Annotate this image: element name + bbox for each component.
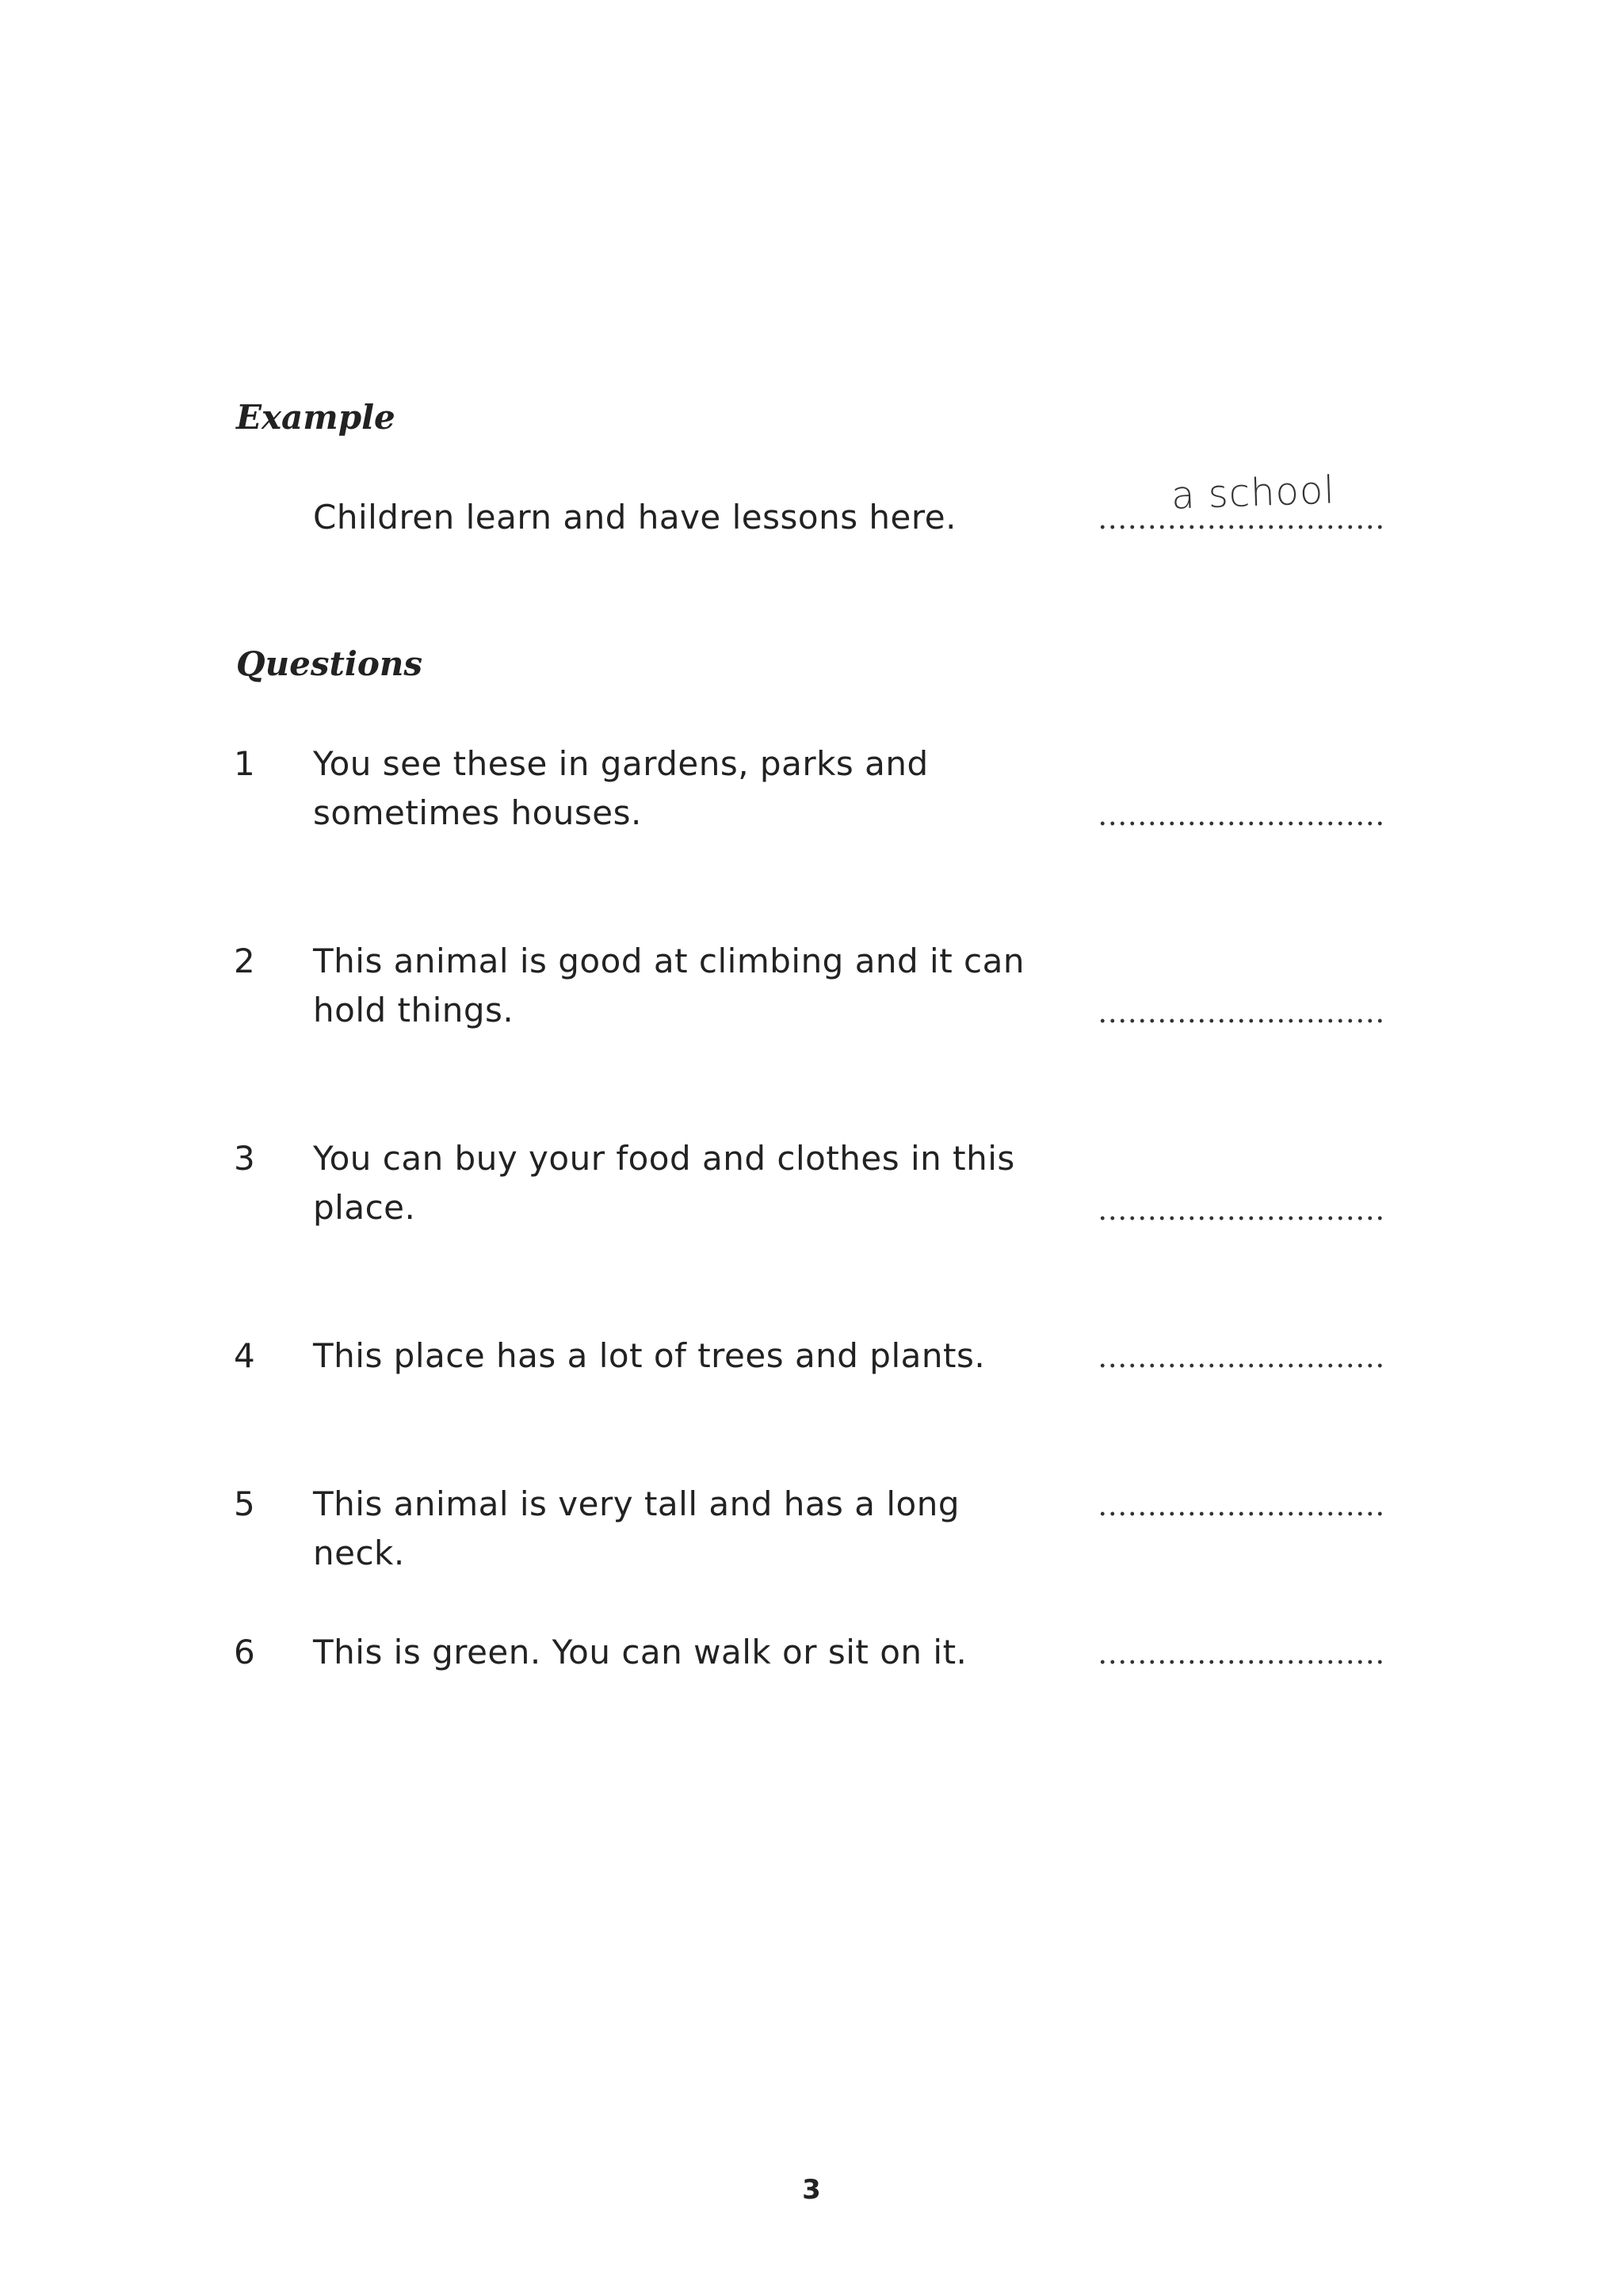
question-6-number: 6: [234, 1633, 255, 1671]
questions-heading: Questions: [236, 644, 423, 683]
question-5-text: This animal is very tall and has a long neck.: [313, 1484, 960, 1572]
example-answer-line: [1098, 525, 1384, 529]
question-1-text-line2: sometimes houses.: [313, 793, 642, 832]
question-1-number: 1: [234, 744, 255, 783]
question-2-number: 2: [234, 942, 255, 980]
question-4-number: 4: [234, 1336, 255, 1375]
question-3-text-line2: place.: [313, 1188, 416, 1227]
question-3-number: 3: [234, 1139, 255, 1178]
question-1-answer-line[interactable]: [1098, 821, 1384, 826]
question-2-text-line2: hold things.: [313, 991, 514, 1030]
question-2-text-line1: This animal is good at climbing and it can: [313, 942, 1025, 980]
example-answer: a school: [1170, 468, 1336, 518]
question-1-text-line1: You see these in gardens, parks and: [313, 744, 929, 783]
question-6-text: This is green. You can walk or sit on it.: [313, 1633, 968, 1671]
question-3-answer-line[interactable]: [1098, 1216, 1384, 1221]
example-prompt: Children learn and have lessons here.: [313, 498, 957, 537]
question-3-text-line1: You can buy your food and clothes in this: [313, 1139, 1015, 1178]
question-4-answer-line[interactable]: [1098, 1363, 1384, 1368]
question-4-text: This place has a lot of trees and plants.: [313, 1336, 986, 1375]
page-number: 3: [802, 2174, 821, 2206]
question-5-number: 5: [234, 1484, 255, 1523]
question-6-answer-line[interactable]: [1098, 1660, 1384, 1664]
question-5-answer-line[interactable]: [1098, 1511, 1384, 1516]
example-heading: Example: [236, 398, 395, 437]
question-2-answer-line[interactable]: [1098, 1018, 1384, 1023]
